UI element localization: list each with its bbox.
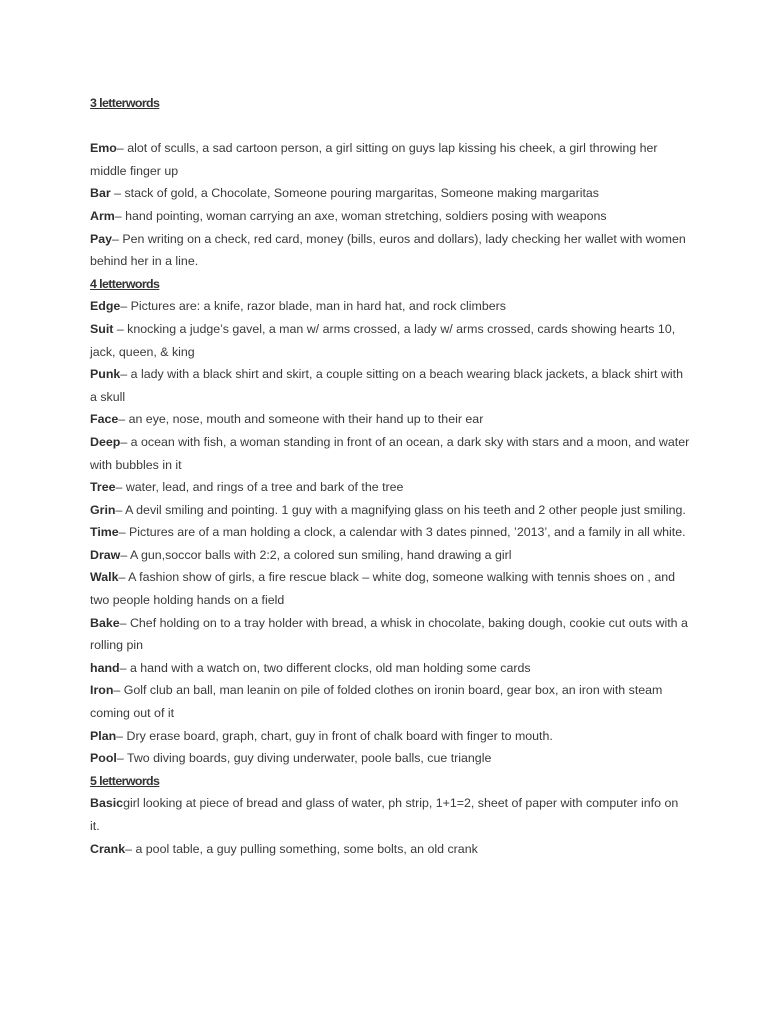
- entry-pool: [90, 747, 690, 770]
- entry-pay: [90, 228, 690, 273]
- blank-line: [90, 115, 690, 138]
- entry-description: – an eye, nose, mouth and someone with their hand up to their ear: [118, 412, 484, 427]
- entry-description: – Golf club an ball, man leanin on pile of folded clothes on ironin board, gear box, an iron with steam coming out of it: [90, 683, 663, 721]
- entry-bar: [90, 182, 690, 205]
- entry-punk: [90, 363, 690, 408]
- entry-word: Grin: [90, 502, 116, 517]
- entry-walk: [90, 566, 690, 611]
- entry-suit: [90, 318, 690, 363]
- entry-word: Bar: [90, 186, 111, 201]
- entry-hand: [90, 657, 690, 680]
- entry-bake: [90, 612, 690, 657]
- entry-word: Crank: [90, 841, 126, 856]
- entry-tree: [90, 476, 690, 499]
- entry-word: Arm: [90, 208, 115, 223]
- entry-word: Time: [90, 525, 119, 540]
- entry-grin: [90, 499, 690, 522]
- entry-description: – Pictures are: a knife, razor blade, man in hard hat, and rock climbers: [120, 299, 506, 314]
- entry-word: Pay: [90, 231, 113, 246]
- entry-basic: [90, 792, 690, 837]
- entry-word: Suit: [90, 321, 114, 336]
- entry-word: Emo: [90, 141, 117, 156]
- section-heading-4-letter-words: 4 letterwords: [90, 276, 160, 291]
- entry-emo: [90, 137, 690, 182]
- entry-word: Plan: [90, 728, 117, 743]
- entry-description: – Pen writing on a check, red card, money (bills, euros and dollars), lady checking her wallet with women behind her in a line.: [90, 231, 686, 269]
- entry-description: – Two diving boards, guy diving underwater, poole balls, cue triangle: [116, 751, 492, 766]
- section-heading-5-letter-words: 5 letterwords: [90, 773, 160, 788]
- entry-description: – hand pointing, woman carrying an axe, woman stretching, soldiers posing with weapons: [114, 208, 607, 223]
- entry-description: – alot of sculls, a sad cartoon person, a girl sitting on guys lap kissing his cheek, a girl throwing her middle finger up: [90, 141, 658, 178]
- entry-description: – a lady with a black shirt and skirt, a couple sitting on a beach wearing black jackets, a black shirt with a skull: [90, 367, 683, 404]
- entry-description: – A fashion show of girls, a fire rescue black – white dog, someone walking with tennis shoes on , and two people holding hands on a field: [90, 570, 675, 608]
- entry-description: – knocking a judge’s gavel, a man w/ arms crossed, a lady w/ arms crossed, cards showing hearts 10, jack, queen, & king: [90, 321, 676, 359]
- entry-description: – A devil smiling and pointing. 1 guy with a magnifying glass on his teeth and 2 other people just smiling.: [115, 502, 686, 517]
- entry-description: girl looking at piece of bread and glass of water, ph strip, 1+1=2, sheet of paper with computer info on it.: [90, 796, 679, 833]
- entry-word: Draw: [90, 547, 121, 562]
- entry-word: Bake: [90, 615, 120, 630]
- entry-plan: [90, 725, 690, 748]
- entry-word: Basic: [90, 796, 124, 811]
- entry-time: [90, 521, 690, 544]
- entry-word: Tree: [90, 480, 116, 495]
- entry-description: – a hand with a watch on, two different clocks, old man holding some cards: [119, 660, 531, 675]
- entry-word: Walk: [90, 570, 119, 585]
- entry-description: – stack of gold, a Chocolate, Someone pouring margaritas, Someone making margaritas: [110, 186, 599, 201]
- entry-description: – A gun,soccor balls with 2:2, a colored sun smiling, hand drawing a girl: [120, 547, 512, 562]
- entry-word: Pool: [90, 751, 117, 766]
- section-heading-3-letter-words: 3 letterwords: [90, 96, 160, 110]
- entry-description: – a pool table, a guy pulling something, some bolts, an old crank: [125, 841, 478, 856]
- entry-edge: [90, 295, 690, 318]
- entry-face: [90, 408, 690, 431]
- entry-description: – Chef holding on to a tray holder with bread, a whisk in chocolate, baking dough, cookie cut outs with a rolling pin: [90, 615, 688, 653]
- entry-iron: [90, 679, 690, 724]
- entry-description: – water, lead, and rings of a tree and bark of the tree: [115, 480, 404, 495]
- entry-description: – Pictures are of a man holding a clock, a calendar with 3 dates pinned, ’2013’, and a family in all white.: [118, 525, 686, 540]
- entry-word: Edge: [90, 299, 121, 314]
- entry-word: Deep: [90, 434, 121, 449]
- entry-deep: [90, 431, 690, 476]
- document-page: [90, 92, 690, 860]
- entry-crank: [90, 838, 690, 861]
- entry-description: – a ocean with fish, a woman standing in front of an ocean, a dark sky with stars and a moon, and water with bubbles in it: [90, 434, 690, 472]
- entry-word: Punk: [90, 367, 121, 382]
- entry-word: hand: [90, 660, 120, 675]
- entry-description: – Dry erase board, graph, chart, guy in front of chalk board with finger to mouth.: [116, 728, 553, 743]
- entry-word: Face: [90, 412, 119, 427]
- entry-draw: [90, 544, 690, 567]
- entry-word: Iron: [90, 683, 114, 698]
- entry-arm: [90, 205, 690, 228]
